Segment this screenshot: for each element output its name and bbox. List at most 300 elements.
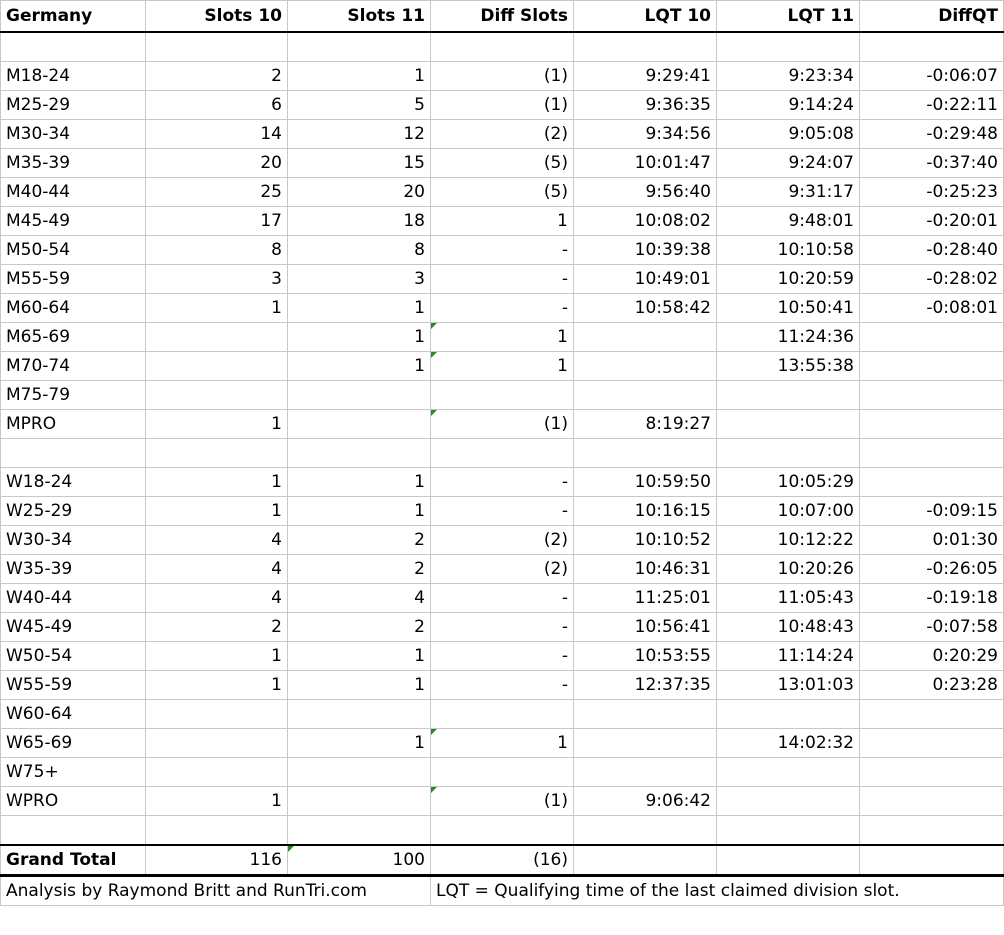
table-cell[interactable] xyxy=(146,439,288,468)
cell-value: M25-29 xyxy=(6,95,71,115)
table-cell[interactable] xyxy=(860,671,1004,700)
table-cell[interactable] xyxy=(717,120,860,149)
table-cell[interactable] xyxy=(860,265,1004,294)
cell-value: -0:20:01 xyxy=(926,211,998,231)
table-cell[interactable] xyxy=(146,526,288,555)
table-cell[interactable] xyxy=(574,381,717,410)
table-cell[interactable] xyxy=(860,642,1004,671)
cell-value: - xyxy=(561,617,568,637)
table-cell[interactable] xyxy=(717,555,860,584)
cell-value: 1 xyxy=(557,733,568,753)
table-cell[interactable] xyxy=(574,845,717,876)
cell-value: 4 xyxy=(271,559,282,579)
cell-value: M40-44 xyxy=(6,182,71,202)
table-cell[interactable] xyxy=(717,178,860,207)
table-cell[interactable] xyxy=(717,613,860,642)
table-cell[interactable] xyxy=(717,236,860,265)
cell-value: 11:14:24 xyxy=(777,646,854,666)
table-cell[interactable] xyxy=(860,236,1004,265)
row-label[interactable] xyxy=(1,207,146,236)
table-cell[interactable] xyxy=(860,787,1004,816)
table-cell[interactable] xyxy=(431,207,574,236)
cell-value: 10:39:38 xyxy=(634,240,711,260)
table-cell[interactable] xyxy=(146,294,288,323)
table-cell[interactable] xyxy=(288,758,431,787)
cell-value: -0:09:15 xyxy=(926,501,998,521)
table-cell[interactable] xyxy=(860,584,1004,613)
table-cell[interactable] xyxy=(431,149,574,178)
table-cell[interactable] xyxy=(288,700,431,729)
cell-value: (2) xyxy=(543,124,568,144)
cell-value: - xyxy=(561,269,568,289)
cell-value: 9:24:07 xyxy=(788,153,854,173)
table-cell[interactable] xyxy=(860,352,1004,381)
row-label[interactable] xyxy=(1,149,146,178)
cell-value: 10:53:55 xyxy=(634,646,711,666)
table-cell[interactable] xyxy=(288,468,431,497)
cell-value: W18-24 xyxy=(6,472,73,492)
table-cell[interactable] xyxy=(574,91,717,120)
cell-value: 10:48:43 xyxy=(777,617,854,637)
table-cell[interactable] xyxy=(146,62,288,91)
cell-value: 2 xyxy=(414,617,425,637)
table-cell[interactable] xyxy=(146,410,288,439)
table-cell[interactable] xyxy=(431,468,574,497)
cell-value: 10:08:02 xyxy=(634,211,711,231)
cell-value: (1) xyxy=(543,66,568,86)
table-cell[interactable] xyxy=(717,700,860,729)
comment-indicator-icon[interactable] xyxy=(431,352,437,358)
table-cell[interactable] xyxy=(860,62,1004,91)
table-cell[interactable] xyxy=(574,758,717,787)
table-cell[interactable] xyxy=(717,758,860,787)
table-cell[interactable] xyxy=(431,91,574,120)
row-label[interactable] xyxy=(1,526,146,555)
cell-value: MPRO xyxy=(6,414,57,434)
table-cell[interactable] xyxy=(860,845,1004,876)
table-cell[interactable] xyxy=(574,613,717,642)
table-cell[interactable] xyxy=(288,497,431,526)
row-label[interactable] xyxy=(1,816,146,846)
table-cell[interactable] xyxy=(146,468,288,497)
table-cell[interactable] xyxy=(574,178,717,207)
table-cell[interactable] xyxy=(860,323,1004,352)
table-row xyxy=(1,352,1004,381)
cell-value: 10:58:42 xyxy=(634,298,711,318)
table-cell[interactable] xyxy=(860,91,1004,120)
comment-indicator-icon[interactable] xyxy=(431,787,437,793)
cell-value: 14:02:32 xyxy=(777,733,854,753)
table-cell[interactable] xyxy=(431,62,574,91)
table-cell[interactable] xyxy=(146,120,288,149)
table-cell[interactable] xyxy=(860,816,1004,846)
table-cell[interactable] xyxy=(717,410,860,439)
row-label[interactable] xyxy=(1,178,146,207)
row-label[interactable] xyxy=(1,410,146,439)
table-cell[interactable] xyxy=(146,149,288,178)
cell-value: 10:07:00 xyxy=(777,501,854,521)
table-cell[interactable] xyxy=(431,439,574,468)
row-label[interactable] xyxy=(1,700,146,729)
row-label[interactable] xyxy=(1,236,146,265)
cell-value: -0:08:01 xyxy=(926,298,998,318)
table-row xyxy=(1,236,1004,265)
table-cell[interactable] xyxy=(717,787,860,816)
cell-value: -0:07:58 xyxy=(926,617,998,637)
table-cell[interactable] xyxy=(574,62,717,91)
row-label[interactable] xyxy=(1,265,146,294)
table-cell[interactable] xyxy=(288,613,431,642)
table-cell[interactable] xyxy=(146,642,288,671)
cell-value: (16) xyxy=(533,850,568,870)
table-cell[interactable] xyxy=(288,642,431,671)
table-cell[interactable] xyxy=(574,207,717,236)
table-cell[interactable] xyxy=(574,352,717,381)
row-label[interactable] xyxy=(1,787,146,816)
table-cell[interactable] xyxy=(288,729,431,758)
credit-text[interactable]: Analysis by Raymond Britt and RunTri.com xyxy=(1,876,431,906)
table-cell[interactable] xyxy=(574,323,717,352)
cell-value: M55-59 xyxy=(6,269,71,289)
table-cell[interactable] xyxy=(288,671,431,700)
table-cell[interactable] xyxy=(431,758,574,787)
table-row xyxy=(1,758,1004,787)
cell-value: M35-39 xyxy=(6,153,71,173)
table-cell[interactable] xyxy=(146,265,288,294)
table-cell[interactable] xyxy=(574,642,717,671)
table-cell[interactable] xyxy=(574,671,717,700)
row-label[interactable] xyxy=(1,642,146,671)
cell-value: 18 xyxy=(403,211,425,231)
row-label[interactable] xyxy=(1,439,146,468)
table-cell[interactable] xyxy=(860,439,1004,468)
row-label[interactable] xyxy=(1,555,146,584)
table-cell[interactable] xyxy=(431,120,574,149)
table-cell[interactable] xyxy=(717,32,860,62)
table-cell[interactable] xyxy=(431,294,574,323)
table-cell[interactable] xyxy=(574,555,717,584)
cell-value: 9:34:56 xyxy=(645,124,711,144)
table-cell[interactable] xyxy=(146,845,288,876)
cell-value: 4 xyxy=(271,588,282,608)
table-cell[interactable] xyxy=(288,207,431,236)
comment-indicator-icon[interactable] xyxy=(288,846,294,852)
comment-indicator-icon[interactable] xyxy=(431,323,437,329)
table-cell[interactable] xyxy=(574,729,717,758)
table-cell[interactable] xyxy=(146,671,288,700)
cell-value: 10:50:41 xyxy=(777,298,854,318)
table-cell[interactable] xyxy=(146,323,288,352)
cell-value: W55-59 xyxy=(6,675,73,695)
cell-value: 2 xyxy=(414,559,425,579)
table-cell[interactable] xyxy=(860,120,1004,149)
cell-value: 9:14:24 xyxy=(788,95,854,115)
legend-text[interactable]: LQT = Qualifying time of the last claimed division slot. xyxy=(431,876,1004,906)
row-label[interactable] xyxy=(1,120,146,149)
table-cell[interactable] xyxy=(717,381,860,410)
row-label[interactable] xyxy=(1,584,146,613)
table-cell[interactable] xyxy=(431,642,574,671)
cell-value: 14 xyxy=(260,124,282,144)
table-cell[interactable] xyxy=(431,845,574,876)
table-cell[interactable] xyxy=(860,32,1004,62)
table-cell[interactable] xyxy=(860,758,1004,787)
table-cell[interactable] xyxy=(717,729,860,758)
table-cell[interactable] xyxy=(146,497,288,526)
table-cell[interactable] xyxy=(860,207,1004,236)
row-label[interactable] xyxy=(1,323,146,352)
table-cell[interactable] xyxy=(574,497,717,526)
table-cell[interactable] xyxy=(574,236,717,265)
table-cell[interactable] xyxy=(717,526,860,555)
table-cell[interactable] xyxy=(431,555,574,584)
table-cell[interactable] xyxy=(717,265,860,294)
table-cell[interactable] xyxy=(717,323,860,352)
cell-value: 10:16:15 xyxy=(634,501,711,521)
table-cell[interactable] xyxy=(146,178,288,207)
table-cell[interactable] xyxy=(288,555,431,584)
cell-value: 1 xyxy=(414,66,425,86)
table-cell[interactable] xyxy=(146,787,288,816)
table-cell[interactable] xyxy=(860,526,1004,555)
table-cell[interactable] xyxy=(574,787,717,816)
table-cell[interactable] xyxy=(288,236,431,265)
cell-value: M45-49 xyxy=(6,211,71,231)
table-cell[interactable] xyxy=(431,787,574,816)
cell-value: M75-79 xyxy=(6,385,71,405)
cell-value: 25 xyxy=(260,182,282,202)
table-cell[interactable] xyxy=(860,497,1004,526)
row-label[interactable] xyxy=(1,845,146,876)
table-cell[interactable] xyxy=(288,845,431,876)
table-cell[interactable] xyxy=(288,410,431,439)
cell-value: 1 xyxy=(271,414,282,434)
table-cell[interactable] xyxy=(574,410,717,439)
row-label[interactable] xyxy=(1,294,146,323)
table-cell[interactable] xyxy=(431,32,574,62)
row-label[interactable] xyxy=(1,758,146,787)
table-cell[interactable] xyxy=(860,410,1004,439)
table-cell[interactable] xyxy=(146,381,288,410)
table-cell[interactable] xyxy=(288,294,431,323)
table-cell[interactable] xyxy=(717,352,860,381)
table-cell[interactable] xyxy=(431,236,574,265)
table-cell[interactable] xyxy=(288,149,431,178)
row-label[interactable] xyxy=(1,381,146,410)
table-cell[interactable] xyxy=(146,555,288,584)
cell-value: 1 xyxy=(271,472,282,492)
table-cell[interactable] xyxy=(431,700,574,729)
table-row xyxy=(1,265,1004,294)
table-cell[interactable] xyxy=(146,32,288,62)
row-label[interactable] xyxy=(1,32,146,62)
comment-indicator-icon[interactable] xyxy=(431,410,437,416)
row-label[interactable] xyxy=(1,729,146,758)
cell-value: - xyxy=(561,646,568,666)
table-cell[interactable] xyxy=(574,439,717,468)
table-cell[interactable] xyxy=(431,816,574,846)
table-cell[interactable] xyxy=(717,845,860,876)
table-cell[interactable] xyxy=(717,149,860,178)
table-cell[interactable] xyxy=(146,729,288,758)
cell-value: 1 xyxy=(414,356,425,376)
table-row xyxy=(1,149,1004,178)
cell-value: 8 xyxy=(271,240,282,260)
table-cell[interactable] xyxy=(288,91,431,120)
table-cell[interactable] xyxy=(717,91,860,120)
table-cell[interactable] xyxy=(288,265,431,294)
table-cell[interactable] xyxy=(288,32,431,62)
table-cell[interactable] xyxy=(860,729,1004,758)
table-row xyxy=(1,613,1004,642)
cell-value: 12 xyxy=(403,124,425,144)
table-cell[interactable] xyxy=(717,584,860,613)
cell-value: (1) xyxy=(543,95,568,115)
table-cell[interactable] xyxy=(146,352,288,381)
table-cell[interactable] xyxy=(288,323,431,352)
table-cell[interactable] xyxy=(860,178,1004,207)
cell-value: 1 xyxy=(414,646,425,666)
table-cell[interactable] xyxy=(574,700,717,729)
cell-value: 9:23:34 xyxy=(788,66,854,86)
cell-value: 1 xyxy=(414,675,425,695)
cell-value: 17 xyxy=(260,211,282,231)
table-cell[interactable] xyxy=(431,410,574,439)
table-cell[interactable] xyxy=(431,381,574,410)
table-cell[interactable] xyxy=(146,613,288,642)
table-cell[interactable] xyxy=(574,120,717,149)
table-cell[interactable] xyxy=(431,323,574,352)
row-label[interactable] xyxy=(1,613,146,642)
table-cell[interactable] xyxy=(717,671,860,700)
table-cell[interactable] xyxy=(288,526,431,555)
cell-value: - xyxy=(561,472,568,492)
table-cell[interactable] xyxy=(146,91,288,120)
table-cell[interactable] xyxy=(146,758,288,787)
cell-value: (2) xyxy=(543,559,568,579)
table-cell[interactable] xyxy=(288,439,431,468)
cell-value: 5 xyxy=(414,95,425,115)
cell-value: 4 xyxy=(414,588,425,608)
cell-value: 4 xyxy=(271,530,282,550)
table-cell[interactable] xyxy=(146,207,288,236)
comment-indicator-icon[interactable] xyxy=(431,729,437,735)
table-cell[interactable] xyxy=(574,584,717,613)
column-header[interactable]: Germany xyxy=(1,1,146,33)
table-cell[interactable] xyxy=(146,816,288,846)
table-cell[interactable] xyxy=(574,32,717,62)
table-cell[interactable] xyxy=(146,700,288,729)
table-cell[interactable] xyxy=(574,149,717,178)
table-cell[interactable] xyxy=(717,62,860,91)
table-cell[interactable] xyxy=(717,497,860,526)
column-header[interactable]: LQT 10 xyxy=(574,1,717,33)
table-cell[interactable] xyxy=(717,439,860,468)
table-cell[interactable] xyxy=(860,613,1004,642)
table-row xyxy=(1,584,1004,613)
column-header[interactable]: Diff Slots xyxy=(431,1,574,33)
table-cell[interactable] xyxy=(574,265,717,294)
cell-value: (1) xyxy=(543,414,568,434)
cell-value: 100 xyxy=(392,850,425,870)
table-cell[interactable] xyxy=(431,352,574,381)
table-cell[interactable] xyxy=(717,816,860,846)
table-cell[interactable] xyxy=(288,120,431,149)
table-cell[interactable] xyxy=(860,381,1004,410)
cell-value: WPRO xyxy=(6,791,59,811)
table-cell[interactable] xyxy=(288,584,431,613)
table-cell[interactable] xyxy=(288,381,431,410)
table-cell[interactable] xyxy=(574,294,717,323)
table-cell[interactable] xyxy=(574,816,717,846)
table-cell[interactable] xyxy=(860,700,1004,729)
table-cell[interactable] xyxy=(431,729,574,758)
table-cell[interactable] xyxy=(288,62,431,91)
table-cell[interactable] xyxy=(431,584,574,613)
table-cell[interactable] xyxy=(431,265,574,294)
column-header[interactable]: Slots 10 xyxy=(146,1,288,33)
cell-value: M50-54 xyxy=(6,240,71,260)
table-cell[interactable] xyxy=(574,468,717,497)
table-cell[interactable] xyxy=(717,468,860,497)
table-cell[interactable] xyxy=(431,526,574,555)
table-cell[interactable] xyxy=(146,584,288,613)
column-header[interactable]: DiffQT xyxy=(860,1,1004,33)
table-cell[interactable] xyxy=(288,352,431,381)
table-cell[interactable] xyxy=(860,294,1004,323)
row-label[interactable] xyxy=(1,91,146,120)
table-cell[interactable] xyxy=(431,178,574,207)
cell-value: 1 xyxy=(557,356,568,376)
table-cell[interactable] xyxy=(288,816,431,846)
table-cell[interactable] xyxy=(431,671,574,700)
table-cell[interactable] xyxy=(860,149,1004,178)
row-label[interactable] xyxy=(1,671,146,700)
cell-value: 2 xyxy=(414,530,425,550)
table-cell[interactable] xyxy=(146,236,288,265)
row-label[interactable] xyxy=(1,468,146,497)
table-cell[interactable] xyxy=(431,497,574,526)
cell-value: 9:06:42 xyxy=(645,791,711,811)
table-cell[interactable] xyxy=(860,555,1004,584)
table-cell[interactable] xyxy=(288,178,431,207)
table-cell[interactable] xyxy=(717,207,860,236)
column-header[interactable]: Slots 11 xyxy=(288,1,431,33)
table-cell[interactable] xyxy=(431,613,574,642)
table-cell[interactable] xyxy=(288,787,431,816)
table-row xyxy=(1,729,1004,758)
column-header[interactable]: LQT 11 xyxy=(717,1,860,33)
cell-value: W65-69 xyxy=(6,733,73,753)
cell-value: 9:05:08 xyxy=(788,124,854,144)
cell-value: 20 xyxy=(403,182,425,202)
cell-value: 10:46:31 xyxy=(634,559,711,579)
table-cell[interactable] xyxy=(574,526,717,555)
table-cell[interactable] xyxy=(717,294,860,323)
cell-value: - xyxy=(561,298,568,318)
row-label[interactable] xyxy=(1,62,146,91)
cell-value: 3 xyxy=(414,269,425,289)
cell-value: W30-34 xyxy=(6,530,73,550)
cell-value: M18-24 xyxy=(6,66,71,86)
row-label[interactable] xyxy=(1,352,146,381)
row-label[interactable] xyxy=(1,497,146,526)
cell-value: 11:25:01 xyxy=(634,588,711,608)
cell-value: W35-39 xyxy=(6,559,73,579)
cell-value: 12:37:35 xyxy=(634,675,711,695)
table-cell[interactable] xyxy=(860,468,1004,497)
table-cell[interactable] xyxy=(717,642,860,671)
